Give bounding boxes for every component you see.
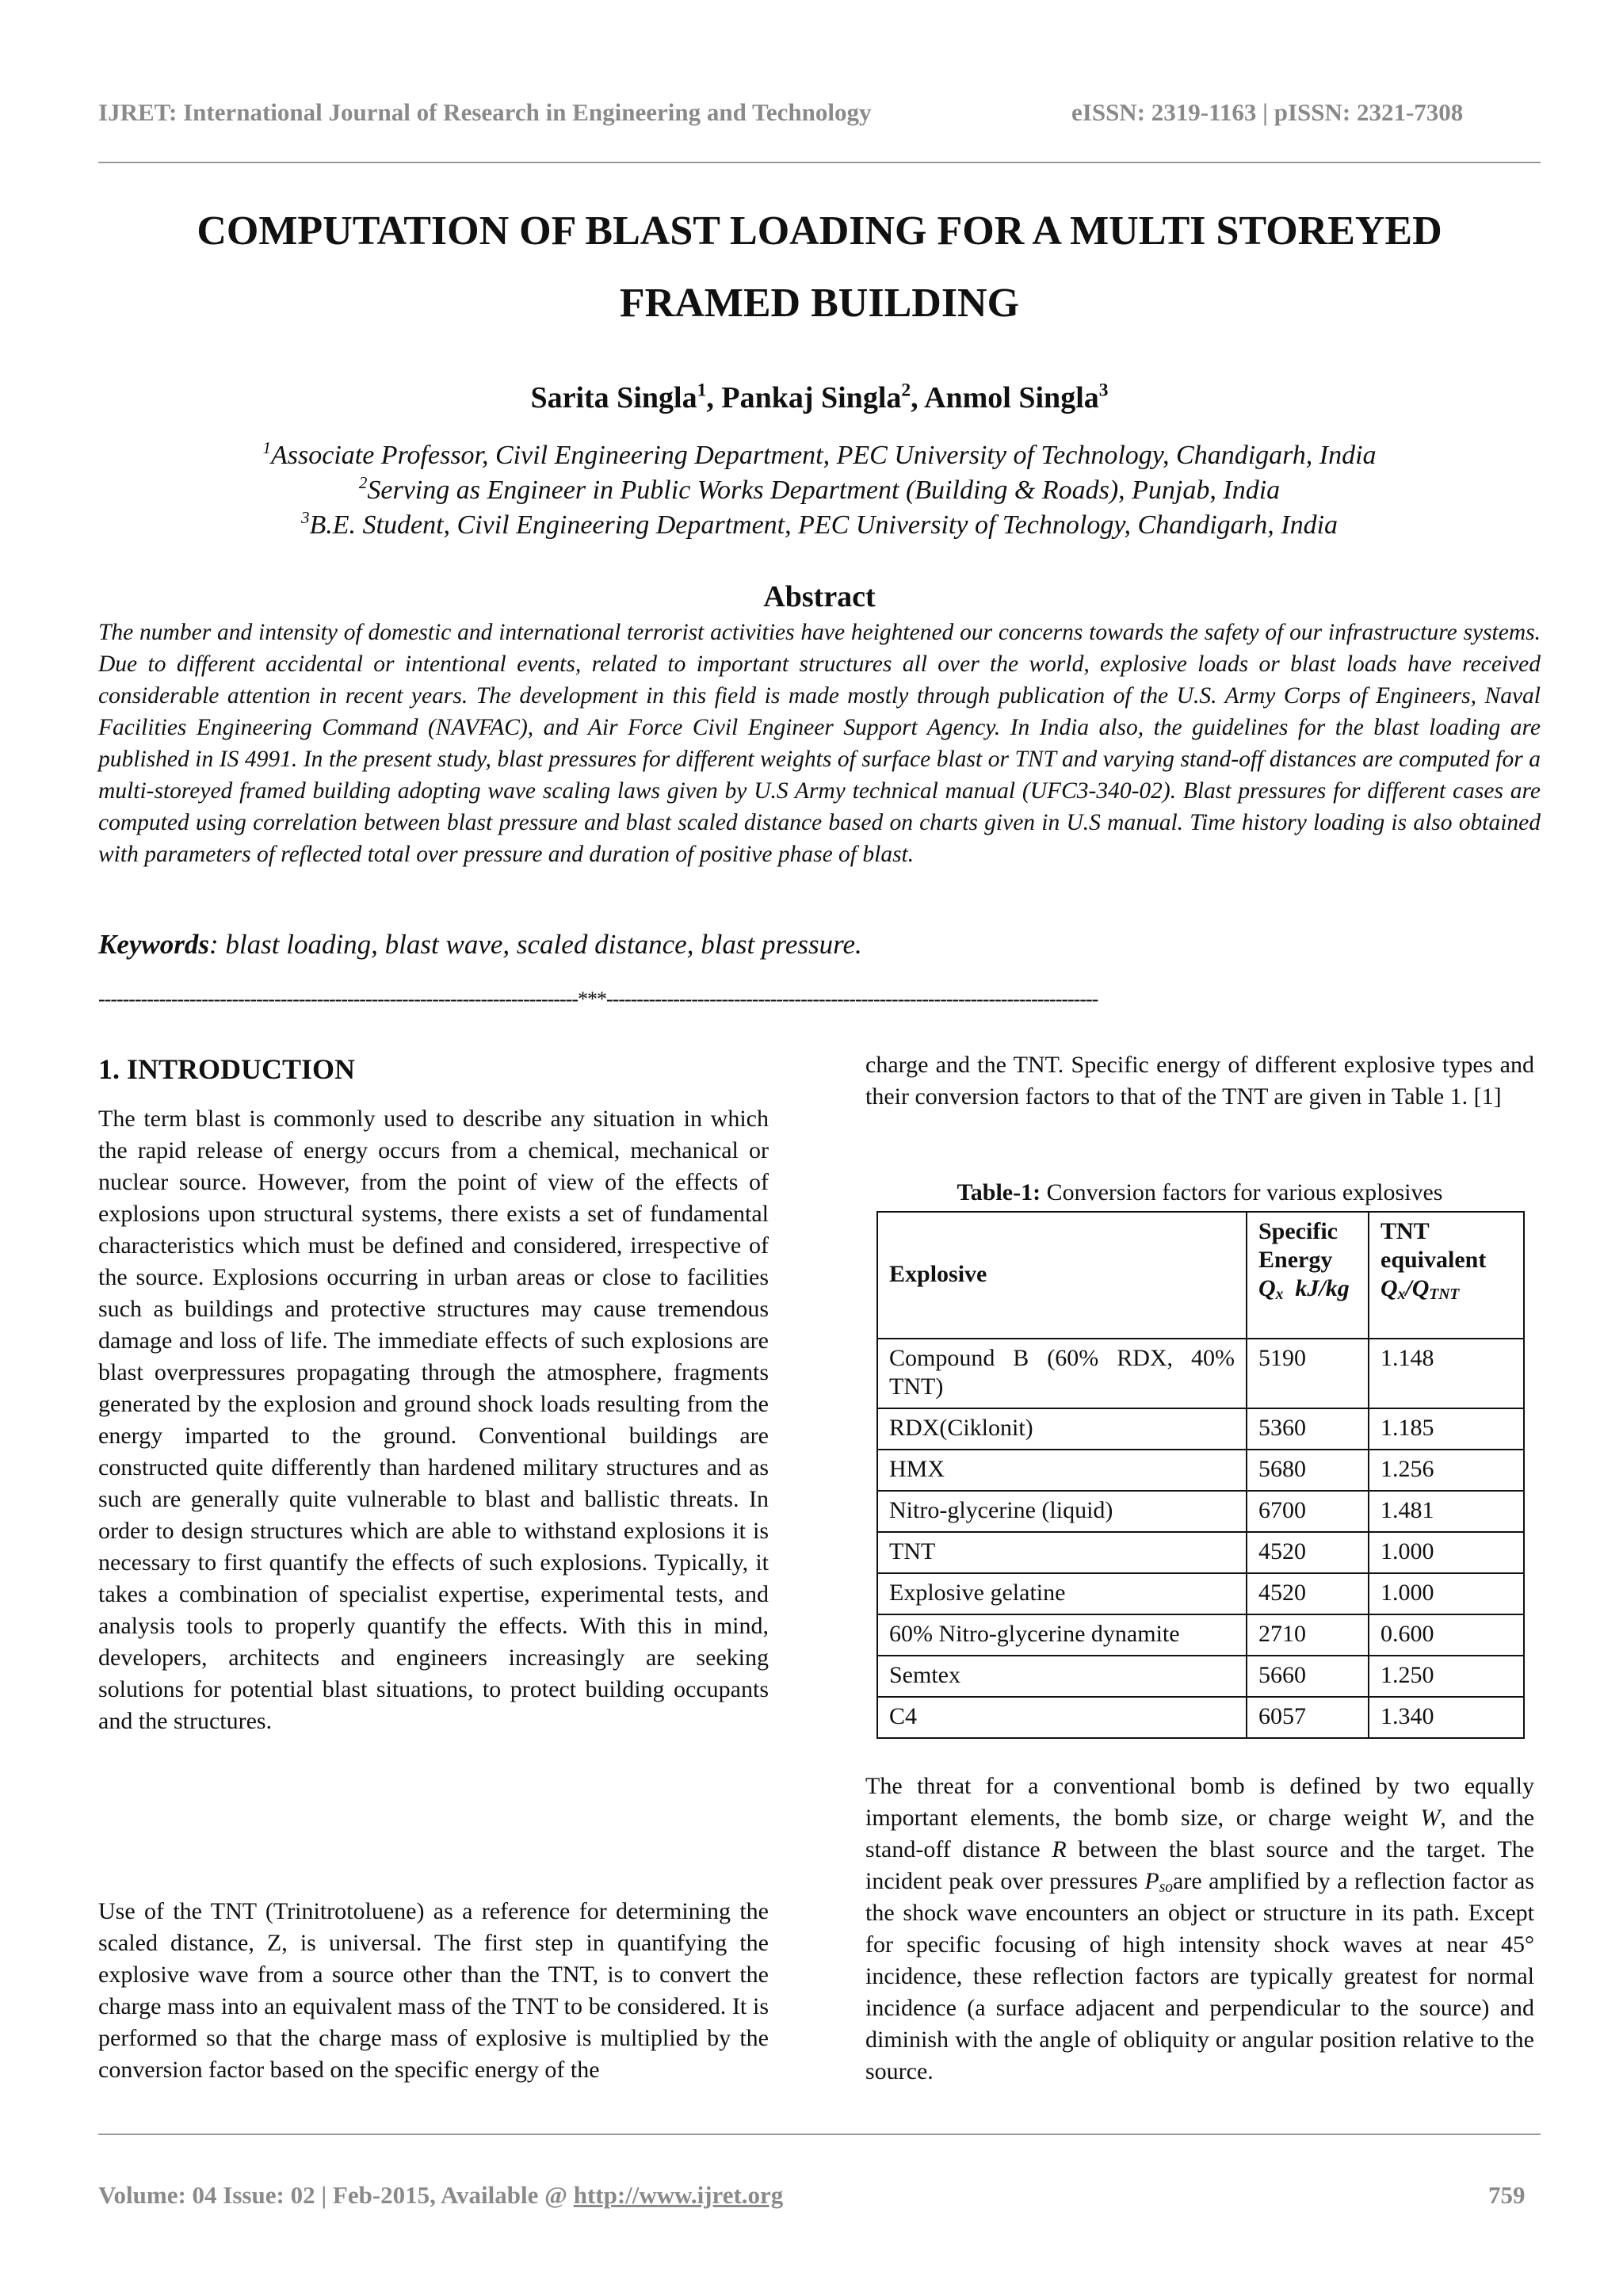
header-explosive: Explosive: [877, 1212, 1247, 1339]
affiliation-2: [98, 472, 1541, 506]
header-specific-energy: [1247, 1212, 1369, 1339]
table-row: [877, 1491, 1524, 1532]
separator-stars: ***: [578, 988, 606, 1010]
page-number: 759: [1488, 2181, 1526, 2209]
cell-explosive: TNT: [877, 1532, 1247, 1573]
cell-tnt: 1.000: [1369, 1573, 1524, 1614]
symbol-peak-pressure: $P_{so}$: [1144, 1868, 1174, 1896]
conversion-factors-table: [876, 1211, 1525, 1739]
issn-text: eISSN: 2319-1163 | pISSN: 2321-7308: [1071, 98, 1464, 126]
cell-tnt: 1.256: [1369, 1450, 1524, 1491]
abstract-heading: Abstract: [763, 580, 876, 613]
header-energy-line-2: Energy: [1258, 1247, 1333, 1273]
affiliation-mark: 2: [358, 472, 368, 492]
cell-explosive: RDX(Ciklonit): [877, 1408, 1247, 1450]
separator-dashes-left: -------------------------------------------------------------------------------: [98, 988, 578, 1010]
cell-explosive: 60% Nitro-glycerine dynamite: [877, 1614, 1247, 1656]
introduction-paragraph-3: charge and the TNT. Specific energy of different explosive types and their conversion factors to that of the TNT are given in Table 1. [1]: [865, 1052, 1534, 1110]
cell-explosive: Semtex: [877, 1656, 1247, 1697]
abstract-text: The number and intensity of domestic and international terrorist activities have heightened our concerns towards the safety of our infrastructure systems. Due to different accidental or intentional events, related to important structures all over the world, explosive loads or blast loads have received considerable attention in recent years. The development in this field is made mostly through publication of the U.S. Army Corps of Engineers, Naval Facilities Engineering Command (NAVFAC), and Air Force Civil Engineer Support Agency. In India also, the guidelines for the blast loading are published in IS 4991. In the present study, blast pressures for different weights of surface blast or TNT and varying stand-off distances are computed for a multi-storeyed framed building adopting wave scaling laws given by U.S Army technical manual (UFC3-340-02). Blast pressures for different cases are computed using correlation between blast pressure and blast scaled distance based on charts given in U.S manual. Time history loading is also obtained with parameters of reflected total over pressure and duration of positive phase of blast.: [98, 620, 1541, 867]
paper-title-line-2: FRAMED BUILDING: [619, 281, 1020, 326]
table-row: [877, 1697, 1524, 1738]
cell-tnt: 1.250: [1369, 1656, 1524, 1697]
cell-energy: 5680: [1247, 1450, 1369, 1491]
journal-name: IJRET: International Journal of Research in Engineering and Technology: [98, 98, 872, 126]
cell-energy: 2710: [1247, 1614, 1369, 1656]
cell-explosive: Explosive gelatine: [877, 1573, 1247, 1614]
cell-energy: 4520: [1247, 1573, 1369, 1614]
cell-energy: 4520: [1247, 1532, 1369, 1573]
affiliation-1: [98, 437, 1541, 471]
cell-energy: 5660: [1247, 1656, 1369, 1697]
cell-tnt: 1.481: [1369, 1491, 1524, 1532]
cell-energy: 6057: [1247, 1697, 1369, 1738]
table-row: [877, 1614, 1524, 1656]
section-separator: [98, 988, 1541, 1011]
author-list: [98, 380, 1541, 415]
paper-title-line-1: COMPUTATION OF BLAST LOADING FOR A MULTI STOREYED: [197, 208, 1442, 254]
author-mark: 3: [1098, 380, 1109, 401]
footer-volume-text: Volume: 04 Issue: 02 | Feb-2015, Available @: [98, 2181, 574, 2209]
author-name: Pankaj Singla: [721, 381, 902, 415]
cell-explosive: Compound B (60% RDX, 40% TNT): [877, 1339, 1247, 1408]
cell-tnt: 1.148: [1369, 1339, 1524, 1408]
cell-energy: 5360: [1247, 1408, 1369, 1450]
affiliation-text: B.E. Student, Civil Engineering Department, PEC University of Technology, Chandigarh, India: [309, 510, 1338, 540]
cell-energy: 5190: [1247, 1339, 1369, 1408]
affiliation-mark: 1: [262, 437, 271, 457]
author-name: Sarita Singla: [530, 381, 697, 415]
cell-tnt: 1.000: [1369, 1532, 1524, 1573]
table-caption-label: Table-1:: [957, 1179, 1041, 1205]
header-energy-symbol: $Q_x$: [1258, 1275, 1284, 1303]
keywords-label: Keywords: [98, 929, 209, 960]
introduction-paragraph-4: The threat for a conventional bomb is defined by two equally important elements, the bomb size, or charge weight W, and the stand-off distance R between the blast source and the target. The incident peak over pressures $P_{so}are$ amplified by a reflection factor as the shock wave encounters an object or structure in its path. Except for specific focusing of high intensity shock waves at near 45° incidence, these reflection factors are typically greatest for normal incidence (a surface adjacent and perpendicular to the source) and diminish with the angle of obliquity or angular position relative to the source.: [865, 1773, 1535, 2084]
author-mark: 2: [901, 380, 911, 401]
table-caption-text: Conversion factors for various explosives: [1041, 1179, 1443, 1205]
affiliation-mark: 3: [300, 507, 310, 527]
table-row: [877, 1656, 1524, 1697]
author-mark: 1: [697, 380, 707, 401]
affiliation-3: [98, 507, 1541, 541]
table-header-row: [877, 1212, 1524, 1339]
affiliation-text: Associate Professor, Civil Engineering Department, PEC University of Technology, Chandigarh, India: [271, 441, 1377, 470]
journal-link[interactable]: http://www.ijret.org: [573, 2181, 784, 2209]
footer-volume: [98, 2181, 783, 2210]
cell-explosive: C4: [877, 1697, 1247, 1738]
footer-divider: [98, 2134, 1541, 2135]
author-name: Anmol Singla: [924, 381, 1099, 415]
header-energy-line-1: Specific: [1258, 1218, 1338, 1244]
symbol-standoff-distance: R: [1052, 1836, 1067, 1862]
header-tnt-ratio: $Q_x/Q_{TNT}$: [1381, 1275, 1460, 1303]
header-tnt-line-1: TNT: [1381, 1218, 1430, 1244]
table-caption: [865, 1179, 1534, 1206]
header-tnt-line-2: equivalent: [1381, 1247, 1487, 1273]
cell-tnt: 1.185: [1369, 1408, 1524, 1450]
symbol-charge-weight: W: [1420, 1805, 1441, 1831]
header-divider: [98, 162, 1541, 163]
introduction-paragraph-1: The term blast is commonly used to describe any situation in which the rapid release of energy occurs from a chemical, mechanical or nuclear source. However, from the point of view of the effects of explosions upon structural systems, there exists a set of fundamental characteristics which must be defined and considered, irrespective of the source. Explosions occurring in urban areas or close to facilities such as buildings and protective structures may cause tremendous damage and loss of life. The immediate effects of such explosions are blast overpressures propagating through the atmosphere, fragments generated by the explosion and ground shock loads resulting from the energy imparted to the ground. Conventional buildings are constructed quite differently than hardened military structures and as such are generally quite vulnerable to blast and ballistic threats. In order to design structures which are able to withstand explosions it is necessary to first quantify the effects of such explosions. Typically, it takes a combination of specialist expertise, experimental tests, and analysis tools to properly quantify the effects. With this in mind, developers, architects and engineers increasingly are seeking solutions for potential blast situations, to protect building occupants and the structures.: [98, 1106, 769, 1734]
table-row: [877, 1573, 1524, 1614]
cell-energy: 6700: [1247, 1491, 1369, 1532]
affiliation-text: Serving as Engineer in Public Works Department (Building & Roads), Punjab, India: [367, 476, 1281, 505]
cell-tnt: 1.340: [1369, 1697, 1524, 1738]
introduction-paragraph-2: Use of the TNT (Trinitrotoluene) as a reference for determining the scaled distance, Z, is universal. The first step in quantifying the explosive wave from a source other than the TNT, is to convert the charge mass into an equivalent mass of the TNT to be considered. It is performed so that the charge mass of explosive is multiplied by the conversion factor based on the specific energy of the: [98, 1898, 769, 2083]
table-row: [877, 1532, 1524, 1573]
cell-explosive: Nitro-glycerine (liquid): [877, 1491, 1247, 1532]
author-separator: ,: [706, 381, 722, 415]
table-row: [877, 1408, 1524, 1450]
cell-tnt: 0.600: [1369, 1614, 1524, 1656]
table-row: [877, 1339, 1524, 1408]
header-energy-unit: kJ/kg: [1295, 1275, 1350, 1301]
keywords: [98, 929, 1541, 961]
cell-explosive: HMX: [877, 1450, 1247, 1491]
keywords-text: : blast loading, blast wave, scaled distance, blast pressure.: [209, 929, 862, 960]
separator-dashes-right: ---------------------------------------------------------------------------------: [606, 988, 1098, 1010]
author-separator: ,: [911, 381, 925, 415]
table-row: [877, 1450, 1524, 1491]
header-tnt-equivalent: [1369, 1212, 1524, 1339]
section-heading-introduction: 1. INTRODUCTION: [98, 1053, 356, 1085]
